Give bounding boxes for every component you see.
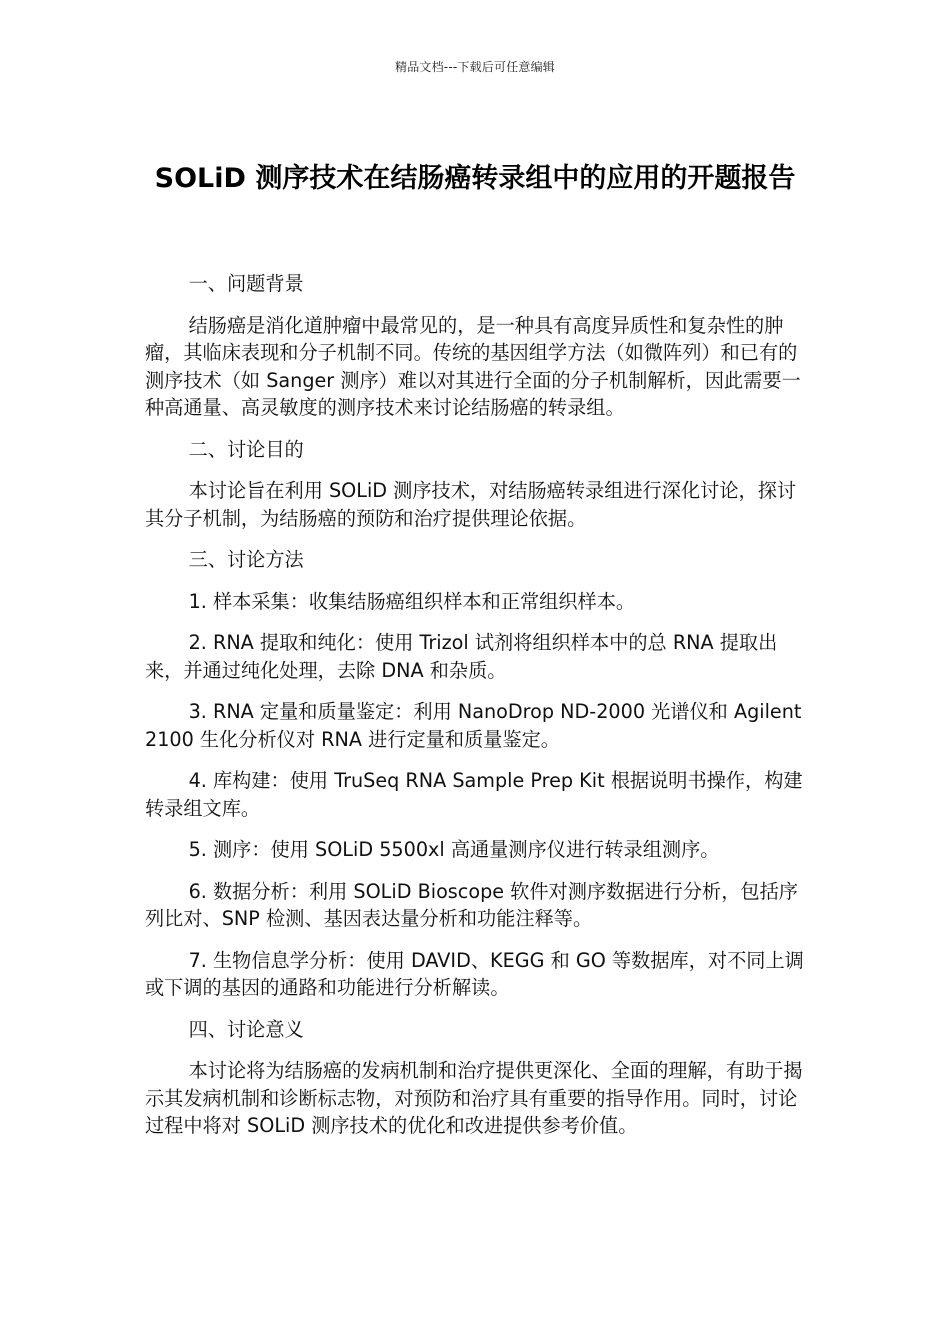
method-step-3: 3. RNA 定量和质量鉴定：利用 NanoDrop ND-2000 光谱仪和 Agilent 2100 生化分析仪对 RNA 进行定量和质量鉴定。 (145, 700, 802, 751)
method-step-1: 1. 样本采集：收集结肠癌组织样本和正常组织样本。 (188, 589, 636, 613)
section-heading-purpose: 二、讨论目的 (188, 437, 304, 461)
method-step-2: 2. RNA 提取和纯化：使用 Trizol 试剂将组织样本中的总 RNA 提取出来，并通过纯化处理，去除 DNA 和杂质。 (145, 631, 778, 682)
document-body (145, 270, 807, 1154)
paragraph-background: 结肠癌是消化道肿瘤中最常见的，是一种具有高度异质性和复杂性的肿瘤，其临床表现和分子机制不同。传统的基因组学方法（如微阵列）和已有的测序技术（如 Sanger 测序）难以对其进行全面的分子机制解析，因此需要一种高通量、高灵敏度的测序技术来讨论结肠癌的转录组。 (145, 313, 801, 419)
method-step-6: 6. 数据分析：利用 SOLiD Bioscope 软件对测序数据进行分析，包括序列比对、SNP 检测、基因表达量分析和功能注释等。 (145, 879, 798, 930)
section-heading-background: 一、问题背景 (188, 272, 304, 295)
paragraph-significance: 本讨论将为结肠癌的发病机制和治疗提供更深化、全面的理解，有助于揭示其发病机制和诊断标志物，对预防和治疗具有重要的指导作用。同时，讨论过程中将对 SOLiD 测序技术的优化和改进提供参考价值。 (145, 1059, 803, 1137)
paragraph-purpose: 本讨论旨在利用 SOLiD 测序技术，对结肠癌转录组进行深化讨论，探讨其分子机制，为结肠癌的预防和治疗提供理论依据。 (145, 479, 797, 530)
method-step-7: 7. 生物信息学分析：使用 DAVID、KEGG 和 GO 等数据库，对不同上调或下调的基因的通路和功能进行分析解读。 (145, 948, 804, 999)
section-heading-method: 三、讨论方法 (188, 548, 304, 571)
method-step-5: 5. 测序：使用 SOLiD 5500xl 高通量测序仪进行转录组测序。 (188, 838, 720, 861)
section-heading-significance: 四、讨论意义 (188, 1017, 304, 1041)
page-header: 精品文档---下载后可任意编辑 (395, 60, 555, 74)
document-title: SOLiD 测序技术在结肠癌转录组中的应用的开题报告 (154, 163, 796, 195)
method-step-4: 4. 库构建：使用 TruSeq RNA Sample Prep Kit 根据说明书操作，构建转录组文库。 (145, 769, 803, 820)
